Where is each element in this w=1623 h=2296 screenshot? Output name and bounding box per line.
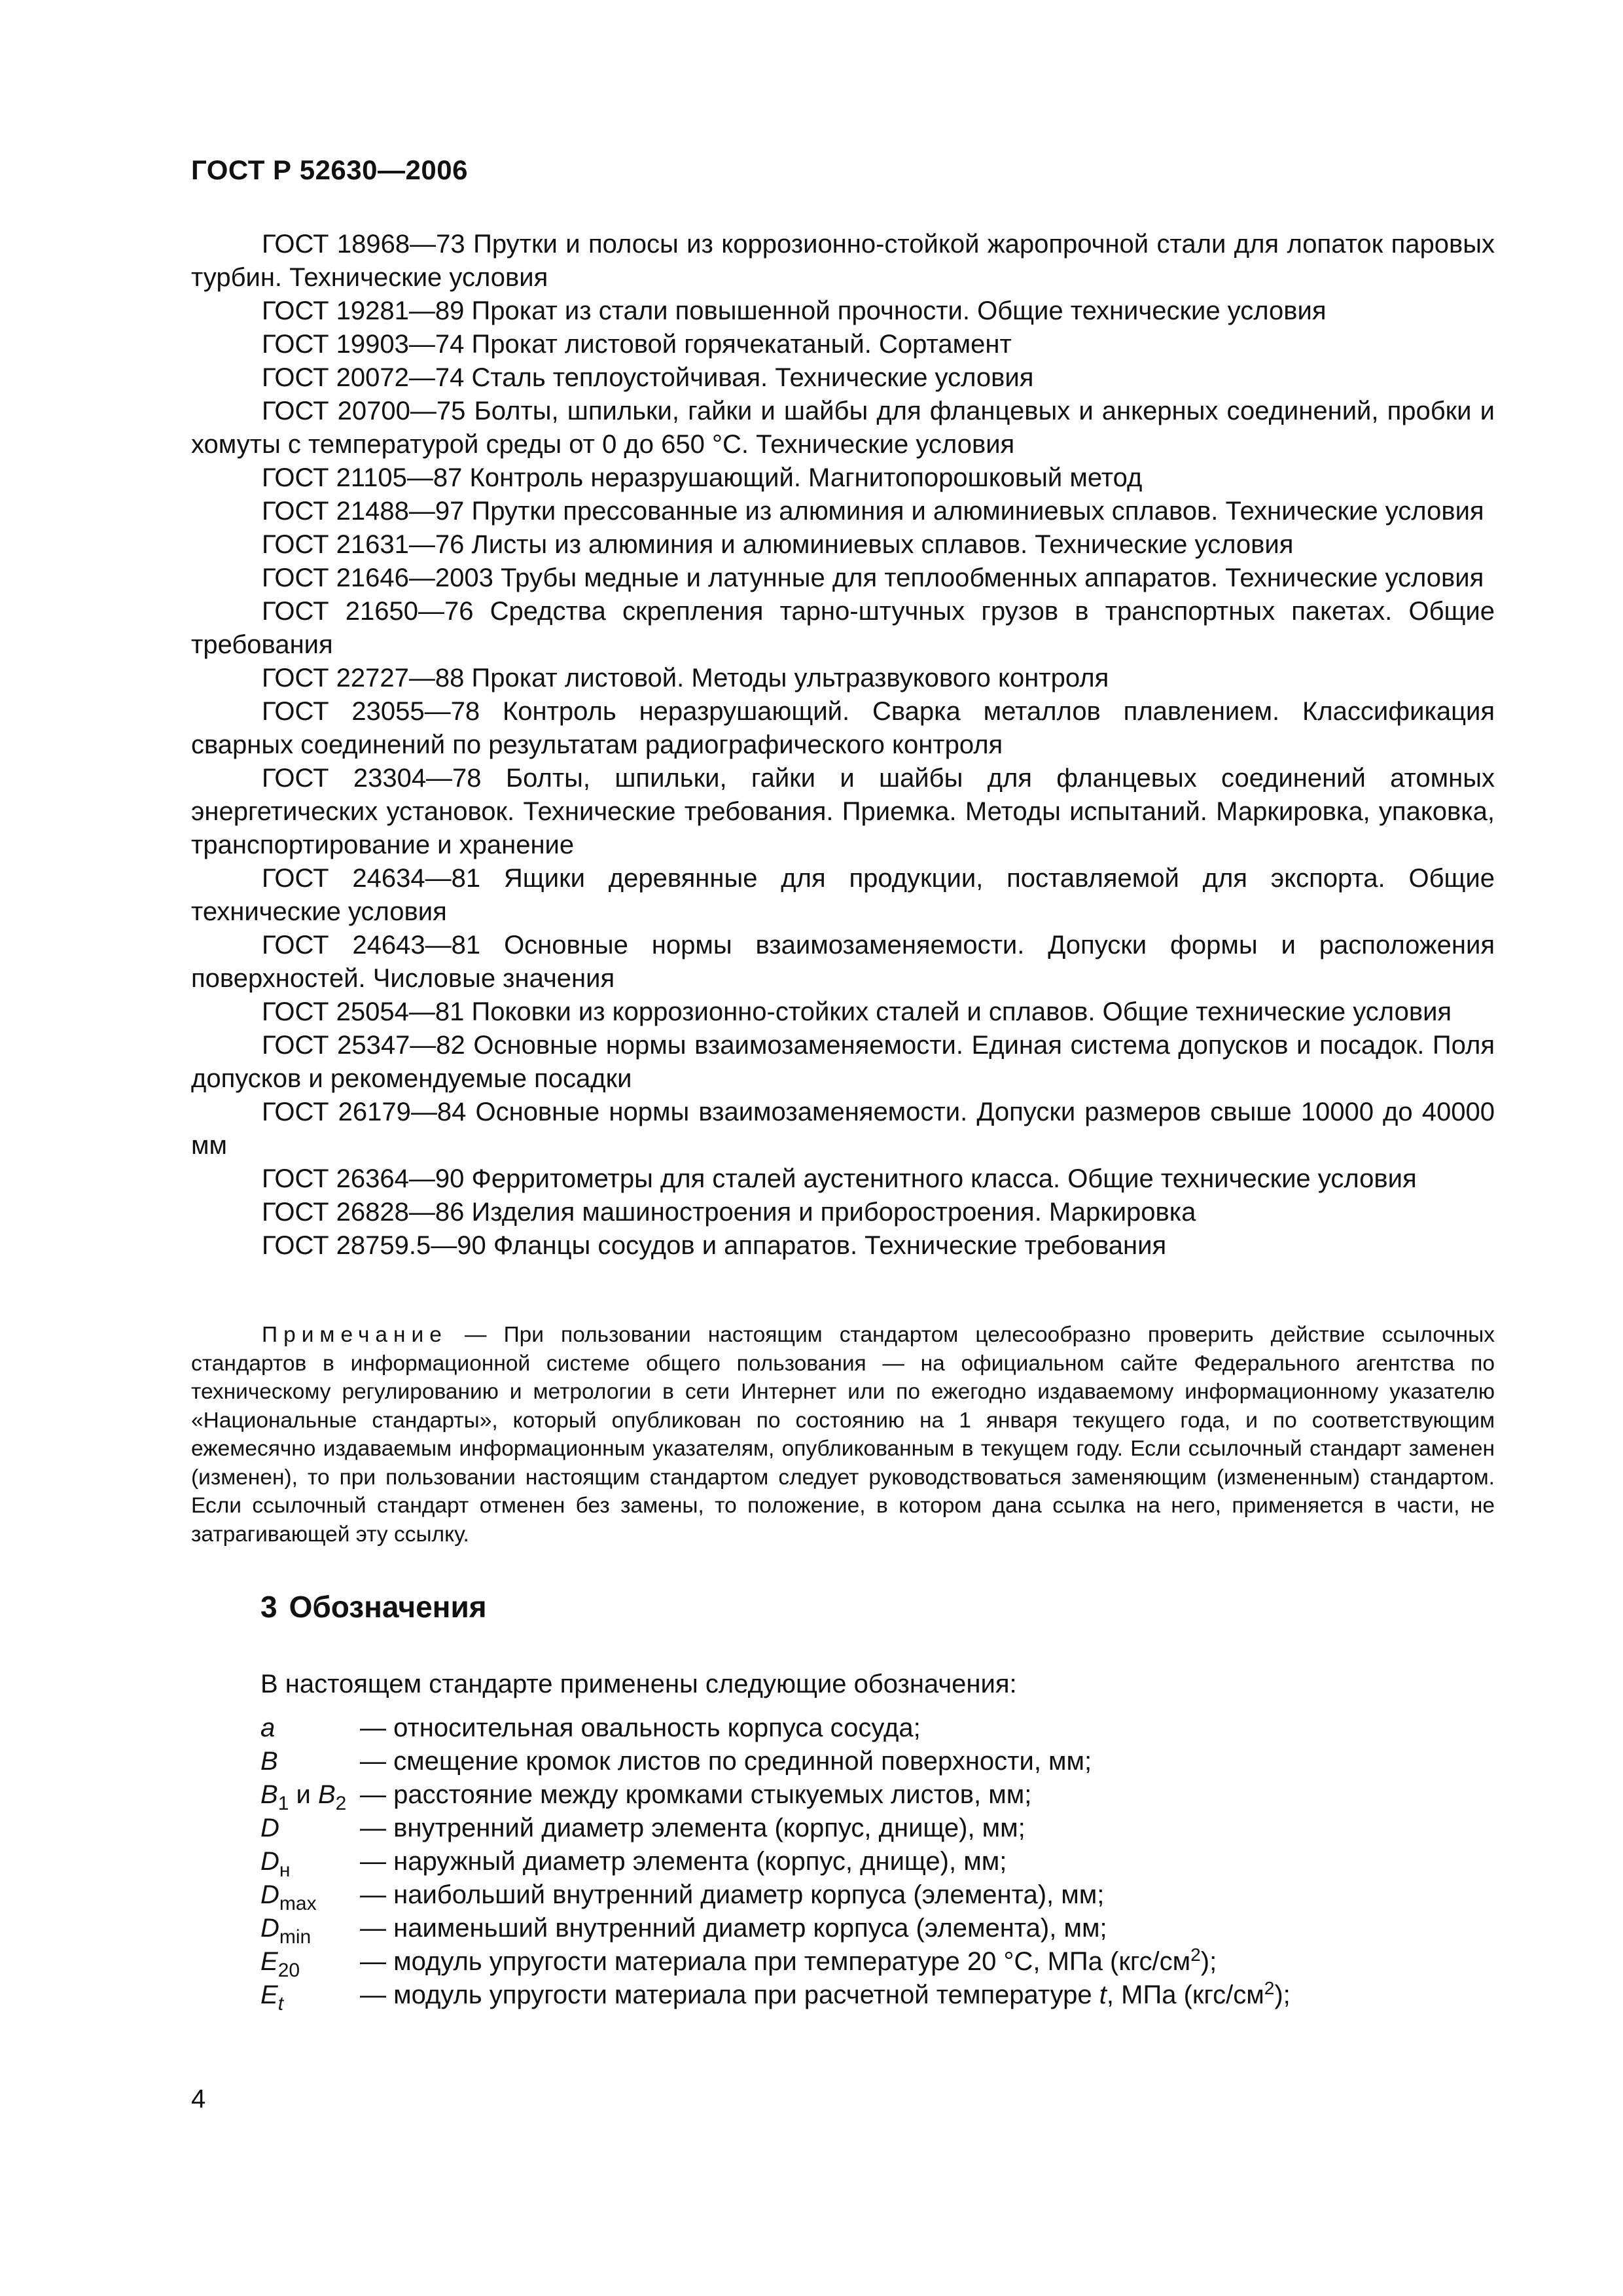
reference-text: Фланцы сосудов и аппаратов. Технические требования (493, 1231, 1167, 1260)
reference-item (191, 228, 1495, 295)
reference-text: Прокат листовой горячекатаный. Сортамент (471, 330, 1012, 359)
symbol-term: $E_t$ (260, 1981, 284, 2015)
symbol-description: — наибольший внутренний диаметр корпуса (элемента), мм; (360, 1880, 1105, 1909)
reference-item (191, 361, 1495, 395)
symbol-item (260, 1745, 1504, 1778)
symbol-term: $D_{max}$ (260, 1880, 317, 1914)
reference-text: Контроль неразрушающий. Сварка металлов плавлением. Классификация сварных соединений по результатам радиографического контроля (191, 697, 1495, 759)
reference-code: ГОСТ 23055—78 (262, 697, 480, 726)
symbol-term: a (260, 1713, 276, 1742)
reference-code: ГОСТ 19281—89 (262, 296, 465, 325)
reference-item (191, 295, 1495, 328)
reference-item (191, 996, 1495, 1029)
reference-text: Сталь теплоустойчивая. Технические условия (471, 363, 1034, 392)
reference-text: Средства скрепления тарно-штучных грузов в транспортных пакетах. Общие требования (191, 597, 1495, 659)
reference-item (191, 862, 1495, 929)
symbol-description: — смещение кромок листов по срединной поверхности, мм; (360, 1747, 1092, 1776)
page-header: ГОСТ Р 52630—2006 (191, 154, 468, 185)
reference-code: ГОСТ 19903—74 (262, 330, 465, 359)
reference-item (191, 328, 1495, 361)
reference-text: Прокат из стали повышенной прочности. Общие технические условия (471, 296, 1327, 325)
note-paragraph (191, 1321, 1495, 1549)
reference-item (191, 929, 1495, 996)
reference-item (191, 1096, 1495, 1162)
reference-code: ГОСТ 25347—82 (262, 1031, 465, 1060)
normative-references-list (191, 228, 1495, 1263)
reference-item (191, 395, 1495, 461)
symbol-description: — модуль упругости материала при расчетной температуре t, МПа $(кгс/см^2)$; (360, 1978, 1291, 2009)
reference-text: Трубы медные и латунные для теплообменных аппаратов. Технические условия (500, 564, 1484, 592)
page-number: 4 (191, 2085, 206, 2113)
symbol-term: $E_{20}$ (260, 1947, 300, 1981)
reference-code: ГОСТ 26364—90 (262, 1164, 465, 1193)
reference-text: Прутки прессованные из алюминия и алюминиевых сплавов. Технические условия (471, 497, 1484, 526)
reference-text: Ящики деревянные для продукции, поставляемой для экспорта. Общие технические условия (191, 864, 1495, 926)
reference-item (191, 562, 1495, 595)
reference-item (191, 695, 1495, 762)
section-title: Обозначения (289, 1590, 487, 1624)
reference-code: ГОСТ 24634—81 (262, 864, 481, 893)
reference-code: ГОСТ 21646—2003 (262, 564, 493, 592)
reference-code: ГОСТ 24643—81 (262, 931, 481, 960)
symbol-description: — модуль упругости материала при температуре 20 °С, МПа $(кгс/см^2)$; (360, 1945, 1217, 1976)
reference-code: ГОСТ 26828—86 (262, 1198, 465, 1227)
symbol-item (260, 1878, 1504, 1912)
reference-item (191, 495, 1495, 528)
reference-text: Ферритометры для сталей аустенитного класса. Общие технические условия (471, 1164, 1417, 1193)
symbol-description: — наименьший внутренний диаметр корпуса (элемента), мм; (360, 1914, 1107, 1943)
reference-text: Листы из алюминия и алюминиевых сплавов. Технические условия (471, 530, 1294, 559)
reference-code: ГОСТ 25054—81 (262, 997, 465, 1026)
reference-item (191, 595, 1495, 662)
reference-code: ГОСТ 21488—97 (262, 497, 465, 526)
reference-text: Основные нормы взаимозаменяемости. Допуски формы и расположения поверхностей. Числовые значения (191, 931, 1495, 993)
reference-item (191, 1162, 1495, 1196)
reference-code: ГОСТ 28759.5—90 (262, 1231, 486, 1260)
reference-code: ГОСТ 21105—87 (262, 463, 463, 492)
symbol-description: — расстояние между кромками стыкуемых листов, мм; (360, 1780, 1032, 1809)
symbol-term: D (260, 1814, 279, 1842)
reference-text: Основные нормы взаимозаменяемости. Допуски размеров свыше 10000 до 40000 мм (191, 1098, 1495, 1160)
symbol-term: B (260, 1747, 278, 1776)
reference-code: ГОСТ 20072—74 (262, 363, 465, 392)
reference-item (191, 762, 1495, 862)
section-heading (260, 1589, 487, 1624)
section-intro: В настоящем стандарте применены следующие обозначения: (260, 1670, 1017, 1698)
note-dash: — (447, 1323, 504, 1347)
reference-code: ГОСТ 26179—84 (262, 1098, 467, 1126)
symbol-item (260, 1978, 1504, 2015)
reference-text: Основные нормы взаимозаменяемости. Единая система допусков и посадок. Поля допусков и рекомендуемые посадки (191, 1031, 1495, 1093)
reference-item (191, 1196, 1495, 1229)
symbol-description: — наружный диаметр элемента (корпус, днище), мм; (360, 1847, 1007, 1876)
reference-text: Болты, шпильки, гайки и шайбы для фланцевых соединений атомных энергетических установок. Технические требования. Приемка. Методы испытаний. Маркировка, упаковка, транспортирование и хранение (191, 764, 1495, 859)
reference-item (191, 528, 1495, 562)
reference-item (191, 1229, 1495, 1263)
reference-text: Прутки и полосы из коррозионно-стойкой жаропрочной стали для лопаток паровых турбин. Технические условия (191, 230, 1495, 292)
reference-item (191, 1029, 1495, 1096)
reference-text: Прокат листовой. Методы ультразвукового контроля (471, 664, 1109, 692)
reference-item (191, 461, 1495, 495)
symbol-item (260, 1812, 1504, 1845)
symbol-item (260, 1945, 1504, 1979)
reference-code: ГОСТ 22727—88 (262, 664, 465, 692)
symbol-item (260, 1912, 1504, 1948)
section-number: 3 (260, 1590, 277, 1624)
note-label: Примечание (262, 1323, 448, 1347)
note-text: При пользовании настоящим стандартом целесообразно проверить действие ссылочных стандартов в информационной системе общего пользования — на официальном сайте Федерального агентства по техническому регулированию и метрологии в сети Интернет или по ежегодно издаваемому информационному указателю «Национальные стандарты», который опубликован по состоянию на 1 января текущего года, и по соответствующим ежемесячно издаваемым информационным указателям, опубликованным в текущем году. Если ссылочный стандарт заменен (изменен), то при пользовании настоящим стандартом следует руководствоваться заменяющим (измененным) стандартом. Если ссылочный стандарт отменен без замены, то положение, в котором дана ссылка на него, применяется в части, не затрагивающей эту ссылку. (191, 1323, 1495, 1547)
reference-code: ГОСТ 18968—73 (262, 230, 465, 259)
reference-text: Контроль неразрушающий. Магнитопорошковый метод (469, 463, 1143, 492)
symbol-item (260, 1712, 1504, 1745)
symbol-term: $B_1$ и $B_2$ (260, 1780, 347, 1814)
reference-code: ГОСТ 23304—78 (262, 764, 482, 793)
symbols-list (260, 1712, 1504, 2015)
reference-text: Поковки из коррозионно-стойких сталей и сплавов. Общие технические условия (471, 997, 1452, 1026)
symbol-item (260, 1778, 1504, 1812)
symbol-term: $D_н$ (260, 1847, 291, 1881)
reference-code: ГОСТ 21650—76 (262, 597, 474, 626)
reference-text: Изделия машиностроения и приборостроения. Маркировка (471, 1198, 1196, 1227)
symbol-term: $D_{min}$ (260, 1914, 312, 1948)
reference-code: ГОСТ 21631—76 (262, 530, 465, 559)
reference-item (191, 662, 1495, 695)
symbol-item (260, 1845, 1504, 1881)
symbol-description: — относительная овальность корпуса сосуда; (360, 1713, 921, 1742)
reference-code: ГОСТ 20700—75 (262, 397, 466, 425)
symbol-description: — внутренний диаметр элемента (корпус, днище), мм; (360, 1814, 1026, 1842)
reference-text: Болты, шпильки, гайки и шайбы для фланцевых и анкерных соединений, пробки и хомуты с температурой среды от 0 до 650 °С. Технические условия (191, 397, 1495, 459)
